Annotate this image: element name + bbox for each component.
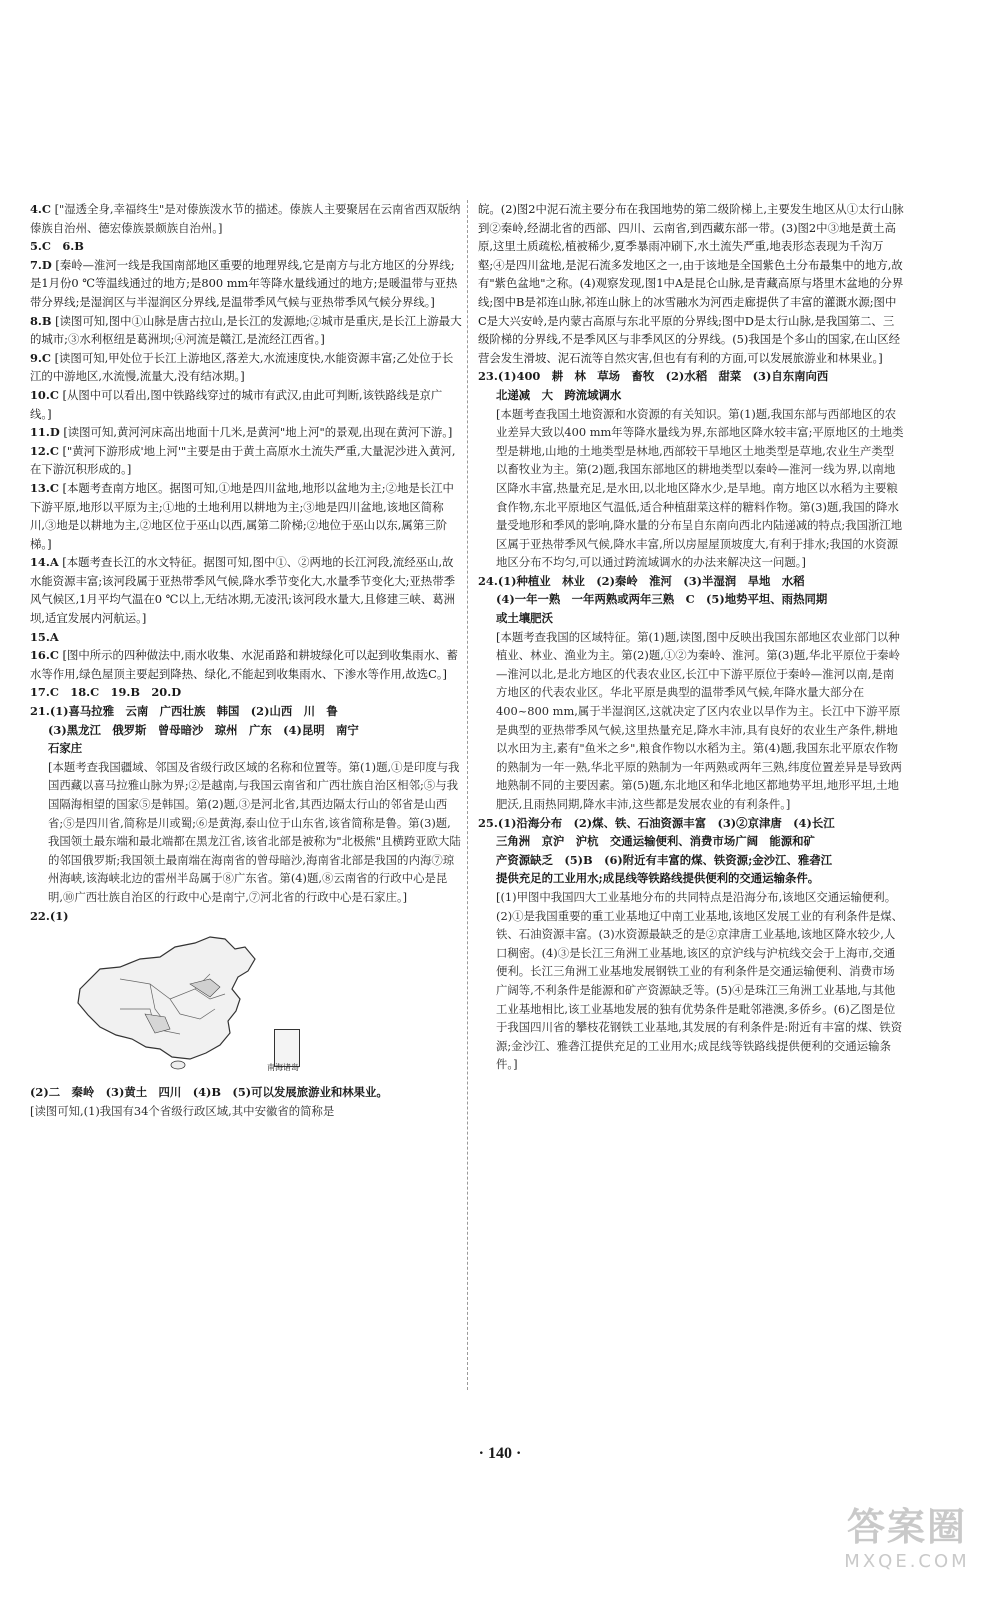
answer-explanation: [读图可知,(1)我国有34个省级行政区域,其中安徽省的简称是: [30, 1103, 335, 1118]
answer-explanation: ["湿透全身,幸福终生"是对傣族泼水节的描述。傣族人主要聚居在云南省西双版纳傣族自治州、德宏傣族景颇族自治州。]: [30, 202, 461, 235]
watermark-logo: [832, 1496, 982, 1586]
answer-line: (2)二 秦岭 (3)黄土 四川 (4)B (5)可以发展旅游业和林果业。: [30, 1085, 388, 1100]
left-column: [30, 200, 462, 1120]
answer-line: 提供充足的工业用水;成昆线等铁路线提供便利的交通运输条件。: [496, 871, 820, 886]
answer-explanation: [读图可知,图中①山脉是唐古拉山,是长江的发源地;②城市是重庆,是长江上游最大的城市;③水利枢纽是葛洲坝;④河流是赣江,是流经江西省。]: [30, 313, 462, 347]
answer-key: 9.C: [30, 350, 51, 365]
answer-explanation: [秦岭—淮河一线是我国南部地区重要的地理界线,它是南方与北方地区的分界线;是1月份0 ℃等温线通过的地方;是800 mm年等降水量线通过的地方;是暖温带与亚热带分界线;是湿润区与半湿润区分界线,是温带季风气候与亚热带季风气候分界线。]: [30, 257, 458, 309]
answer-item-14: [30, 553, 462, 627]
answer-explanation: 皖。(2)图2中泥石流主要分布在我国地势的第二级阶梯上,主要发生地区从①太行山脉到②秦岭,经湖北省的西部、四川、云南省,到西藏东部一带。(3)图2中③地是黄土高原,这里土质疏松,植被稀少,夏季暴雨冲刷下,水土流失严重,地表形态表现为千沟万壑;④是四川盆地,是泥石流多发地区之一,由于该地是全国紫色土分布最集中的地方,故有"紫色盆地"之称。(4)观察发现,图1中A是昆仑山脉,是青藏高原与塔里木盆地的分界线;图中B是祁连山脉,祁连山脉上的冰雪融水为河西走廊提供了丰富的灌溉水源;图中C是大兴安岭,是内蒙古高原与东北平原的分界线;图中D是太行山脉,是我国第二、三级阶梯的分界线,不是季风区与非季风区的分界线。(5)我国是个多山的国家,在山区经营会发生滑坡、泥石流等自然灾害,但也有有利的方面,可以发展旅游业和林果业。]: [478, 202, 904, 365]
answer-key: 4.C: [30, 202, 51, 216]
answer-item-12: [30, 442, 462, 479]
china-outline-map: [60, 929, 300, 1079]
answer-item-22: [30, 907, 462, 1121]
answer-key: 16.C: [30, 648, 59, 663]
answer-explanation: [本题考查我国土地资源和水资源的有关知识。第(1)题,我国东部与西部地区的农业差异大致以400 mm年等降水量线为界,东部地区降水较丰富;平原地区的土地类型是耕地,山地的土地类型是林地,西部较干旱地区土地类型是草地,农业生产类型以畜牧业为主。第(2)题,我国东部地区的耕地类型以秦岭—淮河一线为界,以南地区降水丰富,热量充足,是水田,以北地区降水少,是旱地。南方地区以水稻为主要粮食作物,东北平原地区气温低,适合种植甜菜这样的糖料作物。第(3)题,我国的降水量受地形和季风的影响,降水量的分布呈自东南向西北内陆递减的特点;我国浙江地区属于亚热带季风气候,降水丰富,所以房屋屋顶坡度大,有利于排水;我国的水资源地区分布不均匀,可以通过跨流域调水的办法来解决这一问题。]: [496, 406, 904, 570]
answer-item-7: [30, 256, 462, 312]
answer-key: 14.A: [30, 555, 59, 570]
answer-line: 产资源缺乏 (5)B (6)附近有丰富的煤、铁资源;金沙江、雅砻江: [496, 852, 833, 867]
answer-explanation: [本题考查南方地区。据图可知,①地是四川盆地,地形以盆地为主;②地是长江中下游平原,地形以平原为主;①地的土地利用以耕地为主;③地是四川盆地,该地区简称川,③地是以耕地为主,②地区位于巫山以西,属第二阶梯;②地位于巫山以东,属第三阶梯。]: [30, 480, 454, 551]
answer-item-25: [478, 814, 904, 1074]
answer-item-8: [30, 312, 462, 349]
answer-key: 22.(1): [30, 908, 69, 923]
answer-key: 8.B: [30, 313, 52, 328]
answer-item-24: [478, 572, 904, 814]
answer-line: 25.(1)沿海分布 (2)煤、铁、石油资源丰富 (3)②京津唐 (4)长江: [478, 815, 835, 830]
answer-item-11: [30, 423, 462, 442]
answer-item-9: [30, 349, 462, 386]
answer-item-16: [30, 646, 462, 683]
answer-key: 12.C: [30, 443, 59, 458]
answer-item-21: [30, 702, 462, 907]
answer-line: 石家庄: [48, 741, 83, 756]
answer-item-13: [30, 479, 462, 553]
right-column: [478, 200, 904, 1074]
answer-line: 24.(1)种植业 林业 (2)秦岭 淮河 (3)半湿润 旱地 水稻: [478, 573, 805, 588]
answer-line: 21.(1)喜马拉雅 云南 广西壮族 韩国 (2)山西 川 鲁: [30, 704, 338, 719]
answer-explanation: [图中所示的四种做法中,雨水收集、水泥甬路和耕坡绿化可以起到收集雨水、蓄水等作用,绿色屋顶主要起到降热、绿化,不能起到收集雨水、下渗水等作用,故选C。]: [30, 648, 458, 681]
answer-explanation: [(1)甲图中我国四大工业基地分布的共同特点是沿海分布,该地区交通运输便利。(2)①是我国重要的重工业基地辽中南工业基地,该地区发展工业的有利条件是煤、铁、石油资源丰富。(3)水资源最缺乏的是②京津唐工业基地,该地区降水较少,人口稠密。(4)③是长江三角洲工业基地,该区的京沪线与沪杭线交会于上海市,交通便利。长江三角洲工业基地发展钢铁工业的有利条件是交通运输便利、消费市场广阔等,不利条件是能源和矿产资源缺乏等。(5)④是珠江三角洲工业基地,与其他工业基地相比,该工业基地发展的独有优势条件是毗邻港澳,多侨乡。(6)乙图是位于我国四川省的攀枝花钢铁工业基地,其发展的有利条件是:附近有丰富的煤、铁资源;金沙江、雅砻江提供充足的工业用水;成昆线等铁路线提供便利的交通运输条件。]: [496, 889, 904, 1072]
answer-key: 11.D: [30, 425, 60, 440]
watermark-main: 答案圈: [846, 1505, 967, 1549]
answer-explanation: [本题考查我国疆域、邻国及省级行政区域的名称和位置等。第(1)题,①是印度与我国西藏以喜马拉雅山脉为界;②是越南,与我国云南省和广西壮族自治区相邻;⑤与我国隔海相望的国家⑤是韩国。第(2)题,③是河北省,其西边隔太行山的邻省是山西省;⑤是四川省,简称是川或蜀;⑥是黄海,泰山位于山东省,该省简称是鲁。第(3)题,我国领土最东端和最北端都在黑龙江省,该省北部是被称为"北极熊"且横跨亚欧大陆的邻国俄罗斯;我国领土最南端在海南省的曾母暗沙,海南省北部是我国的内海⑦琼州海峡,该海峡北边的雷州半岛属于⑧广东省。第(4)题,⑧云南省的行政中心是昆明,⑩广西壮族自治区的行政中心是南宁,⑦河北省的行政中心是石家庄。]: [48, 759, 461, 904]
china-map-figure: [60, 929, 300, 1079]
answer-item-15: 15.A: [30, 629, 59, 644]
answer-item-23: [478, 367, 904, 572]
answer-line: (4)一年一熟 一年两熟或两年三熟 C (5)地势平坦、雨热同期: [496, 592, 828, 607]
answer-item-4: [30, 200, 462, 237]
answer-line: 北递减 大 跨流域调水: [496, 387, 622, 402]
answer-explanation: [本题考查长江的水文特征。据图可知,图中①、②两地的长江河段,流经巫山,故水能资源丰富;该河段属于亚热带季风气候,降水季节变化大,水量季节变化大;亚热带季风气候区,1月平均气温在0 ℃以上,无结冰期,无凌汛;该河段水量大,且修建三峡、葛洲坝,适宜发展内河航运。]: [30, 555, 456, 626]
answer-key: 13.C: [30, 480, 59, 495]
column-divider: [467, 200, 468, 1390]
answer-key: 10.C: [30, 387, 59, 402]
answer-key: 7.D: [30, 257, 52, 272]
answer-item-5-6: 5.C 6.B: [30, 239, 84, 254]
answer-line: 或土壤肥沃: [496, 611, 553, 626]
answer-explanation: [读图可知,黄河河床高出地面十几米,是黄河"地上河"的景观,出现在黄河下游。]: [63, 425, 453, 440]
answer-item-10: [30, 386, 462, 423]
watermark-url: MXQE.COM: [844, 1551, 970, 1572]
answer-line: 23.(1)400 耕 林 草场 畜牧 (2)水稻 甜菜 (3)自东南向西: [478, 369, 829, 384]
answer-line: 三角洲 京沪 沪杭 交通运输便利、消费市场广阔 能源和矿: [496, 834, 815, 849]
answer-explanation: [本题考查我国的区域特征。第(1)题,读图,图中反映出我国东部地区农业部门以种植业、林业、渔业为主。第(2)题,①②为秦岭、淮河。第(3)题,华北平原位于秦岭—淮河以北,是北方地区的代表农业区,长江中下游平原位于秦岭—淮河以南,是南方地区的代表农业区。华北平原是典型的温带季风气候,年降水量大部分在400~800 mm,属于半湿润区,这就决定了区内农业以旱作为主。长江中下游平原是典型的亚热带季风气候,这里热量充足,降水丰沛,具有良好的农业生产条件,耕地以水田为主,素有"鱼米之乡",粮食作物以水稻为主。第(4)题,我国东北平原农作物的熟制为一年一熟,华北平原的熟制为一年两熟或两年三熟,纬度位置差异是导致两地熟制不同的主要因素。第(5)题,东北地区和华北地区都地势平坦,地形平坦,土地肥沃,且雨热同期,降水丰沛,这些都是发展农业的有利条件。]: [496, 629, 902, 811]
answer-item-17-20: 17.C 18.C 19.B 20.D: [30, 685, 182, 700]
answer-explanation: ["黄河下游形成'地上河'"主要是由于黄土高原水土流失严重,大量泥沙进入黄河,在下游沉积形成的。]: [30, 443, 456, 477]
inset-label: 南海诸岛: [267, 1062, 299, 1072]
answer-line: (3)黑龙江 俄罗斯 曾母暗沙 琼州 广东 (4)昆明 南宁: [48, 722, 359, 737]
page-number: · 140 ·: [478, 1445, 522, 1462]
answer-item-22-continued: [478, 200, 904, 367]
answer-explanation: [读图可知,甲处位于长江上游地区,落差大,水流速度快,水能资源丰富;乙处位于长江的中游地区,水流慢,流量大,没有结冰期。]: [30, 350, 454, 384]
answer-explanation: [从图中可以看出,图中铁路线穿过的城市有武汉,由此可判断,该铁路线是京广线。]: [30, 387, 443, 421]
